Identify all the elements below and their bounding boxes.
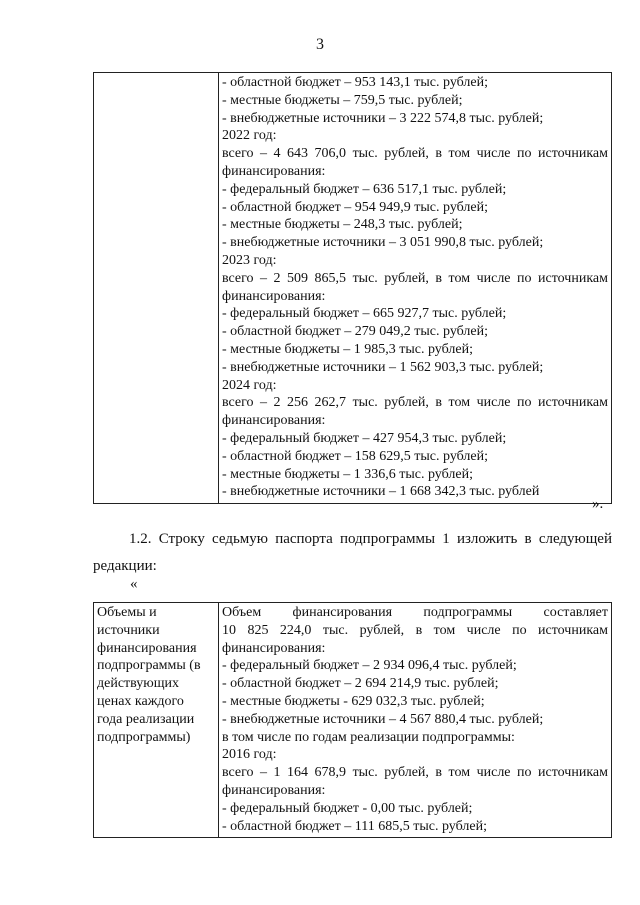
- closing-quote: ».: [592, 496, 604, 512]
- text-line: - внебюджетные источники – 1 668 342,3 тыс. рублей: [222, 484, 540, 500]
- text-line: - областной бюджет – 111 685,5 тыс. рублей;: [222, 818, 487, 834]
- text-line: 2023 год:: [222, 252, 277, 268]
- text-line: - федеральный бюджет – 665 927,7 тыс. рублей;: [222, 306, 507, 322]
- text-line: всего – 2 509 865,5 тыс. рублей, в том числе по источникам: [222, 270, 608, 286]
- text-line: года реализации: [97, 711, 195, 727]
- text-line: - местные бюджеты – 1 336,6 тыс. рублей;: [222, 466, 473, 482]
- text-line: всего – 4 643 706,0 тыс. рублей, в том числе по источникам: [222, 146, 608, 162]
- table-row: [94, 603, 612, 838]
- text-line: - местные бюджеты – 1 985,3 тыс. рублей;: [222, 341, 473, 357]
- text-line: в том числе по годам реализации подпрограммы:: [222, 729, 515, 745]
- text-line: ценах каждого: [97, 693, 184, 709]
- table-right-cell: [219, 73, 612, 504]
- text-line: финансирования:: [222, 288, 326, 304]
- text-line: - областной бюджет – 2 694 214,9 тыс. рублей;: [222, 676, 499, 692]
- text-line: 2016 год:: [222, 747, 277, 763]
- text-line: - федеральный бюджет – 2 934 096,4 тыс. рублей;: [222, 658, 517, 674]
- funding-table-subprogram: [93, 602, 612, 838]
- text-line: действующих: [97, 676, 180, 692]
- text-line: 2024 год:: [222, 377, 277, 393]
- text-line: всего – 1 164 678,9 тыс. рублей, в том числе по источникам: [222, 765, 608, 781]
- table-right-cell: [219, 603, 612, 838]
- amendment-paragraph-continuation: редакции:: [93, 558, 157, 574]
- text-line: Объем финансирования подпрограммы составляет: [222, 605, 608, 620]
- opening-quote: «: [130, 576, 138, 592]
- table-left-cell: [94, 603, 219, 838]
- text-line: 2022 год:: [222, 128, 277, 144]
- text-line: - местные бюджеты – 759,5 тыс. рублей;: [222, 92, 463, 108]
- text-line: финансирования:: [222, 413, 326, 429]
- text-line: - областной бюджет – 158 629,5 тыс. рублей;: [222, 448, 488, 464]
- text-line: всего – 2 256 262,7 тыс. рублей, в том числе по источникам: [222, 395, 608, 411]
- text-line: финансирования: [97, 640, 197, 656]
- text-line: подпрограммы): [97, 729, 191, 745]
- text-line: источники: [97, 622, 160, 638]
- text-line: финансирования:: [222, 163, 326, 179]
- funding-table-continued: [93, 72, 612, 504]
- text-line: - внебюджетные источники – 3 051 990,8 тыс. рублей;: [222, 235, 544, 251]
- text-line: - областной бюджет – 953 143,1 тыс. рублей;: [222, 75, 488, 90]
- text-line: - федеральный бюджет – 636 517,1 тыс. рублей;: [222, 181, 507, 197]
- text-line: финансирования:: [222, 782, 326, 798]
- table-row: [94, 73, 612, 504]
- text-line: - внебюджетные источники – 3 222 574,8 тыс. рублей;: [222, 110, 544, 126]
- text-line: - внебюджетные источники – 4 567 880,4 тыс. рублей;: [222, 711, 544, 727]
- text-line: финансирования:: [222, 640, 326, 656]
- text-line: - местные бюджеты - 629 032,3 тыс. рублей;: [222, 693, 485, 709]
- text-line: - областной бюджет – 954 949,9 тыс. рублей;: [222, 199, 488, 215]
- amendment-paragraph: 1.2. Строку седьмую паспорта подпрограммы 1 изложить в следующей: [129, 531, 612, 547]
- text-line: - внебюджетные источники – 1 562 903,3 тыс. рублей;: [222, 359, 544, 375]
- text-line: - местные бюджеты – 248,3 тыс. рублей;: [222, 217, 463, 233]
- text-line: Объемы и: [97, 605, 157, 620]
- text-line: 10 825 224,0 тыс. рублей, в том числе по источникам: [222, 622, 608, 638]
- table-left-cell: [94, 73, 219, 504]
- text-line: подпрограммы (в: [97, 658, 201, 674]
- text-line: - федеральный бюджет – 427 954,3 тыс. рублей;: [222, 430, 507, 446]
- page-number: 3: [316, 36, 324, 53]
- text-line: - федеральный бюджет - 0,00 тыс. рублей;: [222, 800, 473, 816]
- text-line: - областной бюджет – 279 049,2 тыс. рублей;: [222, 324, 488, 340]
